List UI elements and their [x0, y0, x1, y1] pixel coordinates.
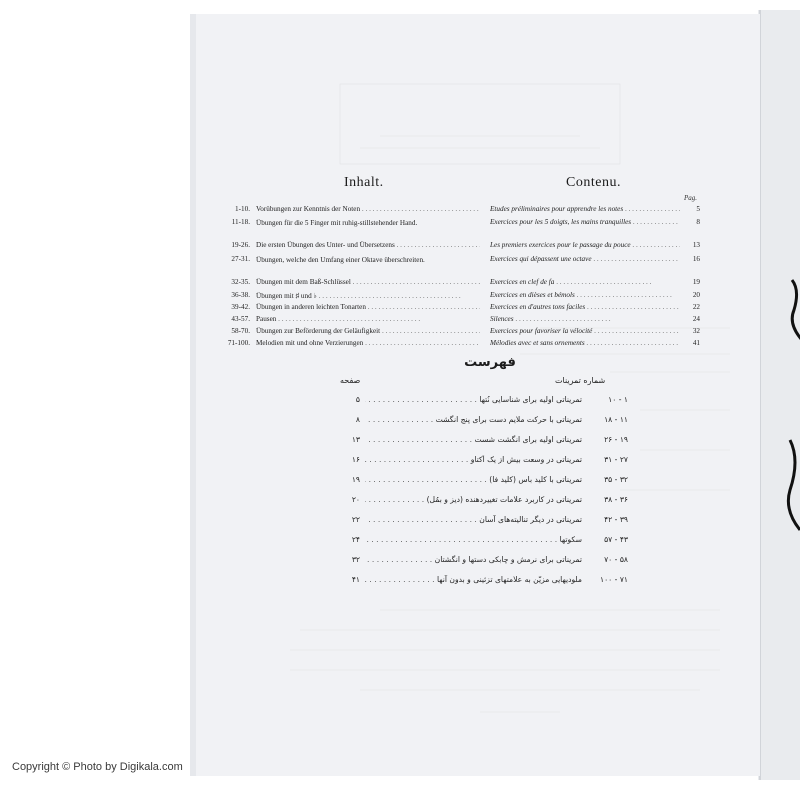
toc-german: Übungen für die 5 Finger mit ruhig-stillstehender Hand.	[256, 219, 418, 227]
toc-row	[0, 218, 800, 240]
toc-row	[0, 303, 800, 315]
toc-french: Les premiers exercices pour le passage du pouce . . .	[490, 241, 680, 249]
toc-page: 41	[692, 339, 700, 347]
toc-range: 19-26.	[231, 241, 250, 249]
toc-range: 11-18.	[231, 218, 250, 226]
toc-french: Exercices pour les 5 doigts, les mains tranquilles . . .	[490, 218, 680, 226]
toc-range: 32-35.	[231, 278, 250, 286]
persian-range: ۳۹ - ۴۲	[604, 515, 628, 524]
toc-german: Pausen . . .	[256, 315, 480, 323]
toc-row	[0, 205, 800, 217]
persian-range: ۱ - ۱۰	[608, 395, 628, 404]
toc-page: 22	[692, 303, 700, 311]
toc-page: 8	[696, 218, 700, 226]
toc-row	[0, 291, 800, 303]
toc-row	[0, 241, 800, 253]
persian-title: تمریناتی با حرکت ملایم دست برای پنج انگشت . . .	[365, 415, 582, 424]
persian-title: تمریناتی در وسعت بیش از یک اُکتاو . . .	[365, 455, 582, 464]
persian-page: ۱۹	[351, 475, 360, 484]
toc-row	[0, 255, 800, 277]
toc-range: 58-70.	[231, 327, 250, 335]
toc-page: 16	[692, 255, 700, 263]
toc-range: 36-38.	[231, 291, 250, 299]
persian-title: تمریناتی اولیه برای شناسایی نُتها . . .	[365, 395, 582, 404]
toc-french: Exercices pour favoriser la vélocité . . .	[490, 327, 680, 335]
toc-french: Mélodies avec et sans ornements . . .	[490, 339, 680, 347]
toc-page: 32	[692, 327, 700, 335]
toc-french: Silences . . .	[490, 315, 680, 323]
toc-german: Vorübungen zur Kenntnis der Noten . . .	[256, 205, 480, 213]
persian-range: ۳۶ - ۳۸	[604, 495, 628, 504]
toc-range: 1-10.	[235, 205, 250, 213]
copyright-watermark: Copyright © Photo by Digikala.com	[12, 761, 183, 773]
toc-page: 20	[692, 291, 700, 299]
persian-title: تمریناتی در دیگر تنالیته‌های آسان . . .	[365, 515, 582, 524]
persian-range: ۱۱ - ۱۸	[604, 415, 628, 424]
persian-range: ۳۲ - ۳۵	[604, 475, 628, 484]
persian-title: تمریناتی با کلید باس (کلید فا) . . .	[365, 475, 582, 484]
persian-page-header: صفحه	[340, 376, 361, 385]
heading-inhalt: Inhalt.	[344, 175, 384, 190]
page-column-label: Pag.	[684, 194, 698, 202]
persian-exercise-header: شماره تمرینات	[555, 376, 606, 385]
persian-page: ۲۴	[351, 535, 360, 544]
toc-page: 13	[692, 241, 700, 249]
toc-page: 24	[692, 315, 700, 323]
toc-page: 5	[696, 205, 700, 213]
persian-page: ۱۶	[351, 455, 360, 464]
toc-german: Übungen in anderen leichten Tonarten . . .	[256, 303, 480, 311]
persian-title: سکوتها . . .	[365, 535, 582, 544]
toc-range: 27-31.	[231, 255, 250, 263]
persian-page: ۵	[355, 395, 360, 404]
persian-range: ۱۹ - ۲۶	[604, 435, 628, 444]
toc-french: Etudes préliminaires pour apprendre les notes . . .	[490, 205, 680, 213]
persian-title: تمریناتی اولیه برای انگشت شست . . .	[365, 435, 582, 444]
toc-german: Übungen, welche den Umfang einer Oktave überschreiten.	[256, 256, 425, 264]
persian-page: ۲۰	[351, 495, 360, 504]
toc-french: Exercices qui dépassent une octave . . .	[490, 255, 680, 263]
persian-page: ۱۳	[351, 435, 360, 444]
persian-title: تمریناتی برای نرمش و چابکی دستها و انگشتان . . .	[365, 555, 582, 564]
toc-german: Die ersten Übungen des Unter- und Übersetzens . . .	[256, 241, 480, 249]
persian-page: ۳۲	[351, 555, 360, 564]
toc-row	[0, 315, 800, 327]
persian-range: ۲۷ - ۳۱	[604, 455, 628, 464]
toc-range: 43-57.	[231, 315, 250, 323]
toc-german: Übungen mit dem Baß-Schlüssel . . .	[256, 278, 480, 286]
persian-page: ۸	[355, 415, 360, 424]
toc-range: 39-42.	[231, 303, 250, 311]
toc-french: Exercices en dièses et bémols . . .	[490, 291, 680, 299]
persian-range: ۵۸ - ۷۰	[604, 555, 628, 564]
toc-german: Übungen mit ♯ und ♭ . . .	[256, 291, 480, 300]
persian-index-title: فهرست	[464, 355, 516, 370]
persian-range: ۷۱ - ۱۰۰	[600, 575, 628, 584]
toc-row	[0, 339, 800, 351]
toc-page: 19	[692, 278, 700, 286]
persian-title: ملودیهایی مزیّن به علامتهای تزئینی و بدون آنها . . .	[365, 575, 582, 584]
persian-title: تمریناتی در کاربرد علامات تغییردهنده (دیز و بمُل) . . .	[365, 495, 582, 504]
heading-contenu: Contenu.	[566, 175, 621, 190]
toc-german: Melodien mit und ohne Verzierungen . . .	[256, 339, 480, 347]
toc-range: 71-100.	[227, 339, 250, 347]
persian-page: ۲۲	[351, 515, 360, 524]
toc-french: Exercices en d'autres tons faciles . . .	[490, 303, 680, 311]
toc-french: Exercices en clef de fa . . .	[490, 278, 680, 286]
persian-range: ۴۳ - ۵۷	[604, 535, 628, 544]
toc-german: Übungen zur Beförderung der Geläufigkeit . . .	[256, 327, 480, 335]
toc-row	[0, 278, 800, 290]
persian-page: ۴۱	[351, 575, 360, 584]
toc-row	[0, 327, 800, 339]
